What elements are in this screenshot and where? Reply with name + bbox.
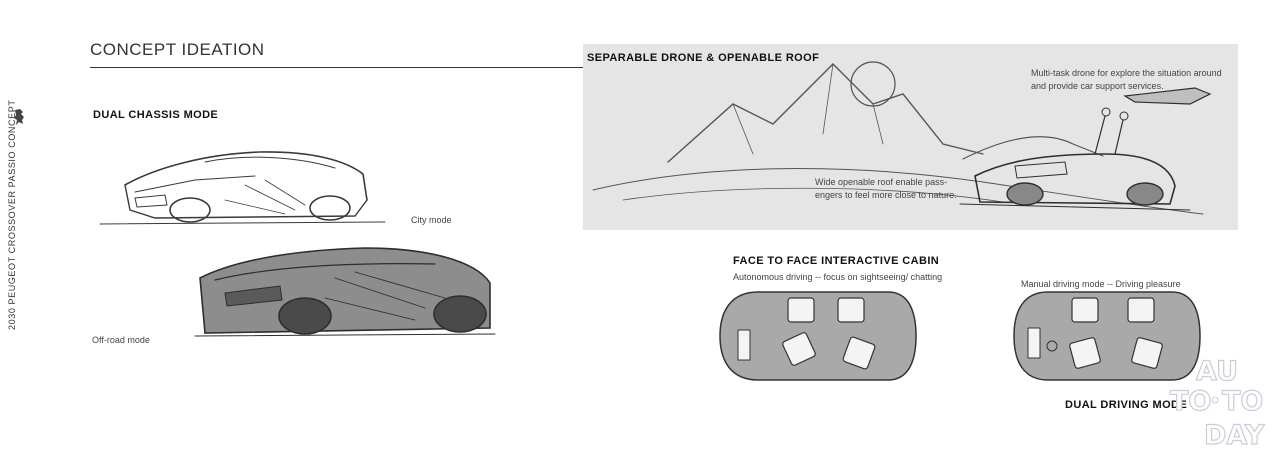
- cabin-heading: FACE TO FACE INTERACTIVE CABIN: [733, 255, 940, 267]
- offroad-mode-caption: Off-road mode: [92, 335, 150, 345]
- watermark-dot-icon: [1212, 397, 1218, 403]
- drone-note-line2: and provide car support services.: [1031, 81, 1164, 91]
- watermark-line2b: TO: [1222, 386, 1264, 417]
- roof-note-line2: engers to feel more close to nature.: [815, 190, 957, 200]
- page-title: CONCEPT IDEATION: [90, 40, 265, 59]
- offroad-mode-sketch: [185, 238, 505, 348]
- city-mode-sketch: [95, 140, 395, 230]
- drone-note-line1: Multi-task drone for explore the situation around: [1031, 68, 1222, 78]
- autonomous-cabin-layout: [718, 290, 918, 382]
- autotoday-watermark: [1170, 356, 1274, 450]
- watermark-line1: AU: [1196, 356, 1238, 387]
- drone-heading: SEPARABLE DRONE & OPENABLE ROOF: [587, 52, 820, 64]
- dual-chassis-heading: DUAL CHASSIS MODE: [93, 109, 219, 121]
- city-mode-caption: City mode: [411, 215, 452, 225]
- watermark-line2a: TO: [1170, 386, 1212, 417]
- roof-note-line1: Wide openable roof enable pass-: [815, 177, 948, 187]
- watermark-line3: DAY: [1204, 420, 1265, 451]
- car-with-drone-sketch: [955, 76, 1215, 220]
- side-label: 2030 PEUGEOT CROSSOVER PASSIO CONCEPT: [7, 99, 17, 330]
- autonomous-caption: Autonomous driving -- focus on sightseeing/ chatting: [733, 272, 943, 282]
- manual-caption: Manual driving mode -- Driving pleasure: [1021, 279, 1181, 289]
- dual-driving-heading: DUAL DRIVING MODE: [1065, 399, 1188, 411]
